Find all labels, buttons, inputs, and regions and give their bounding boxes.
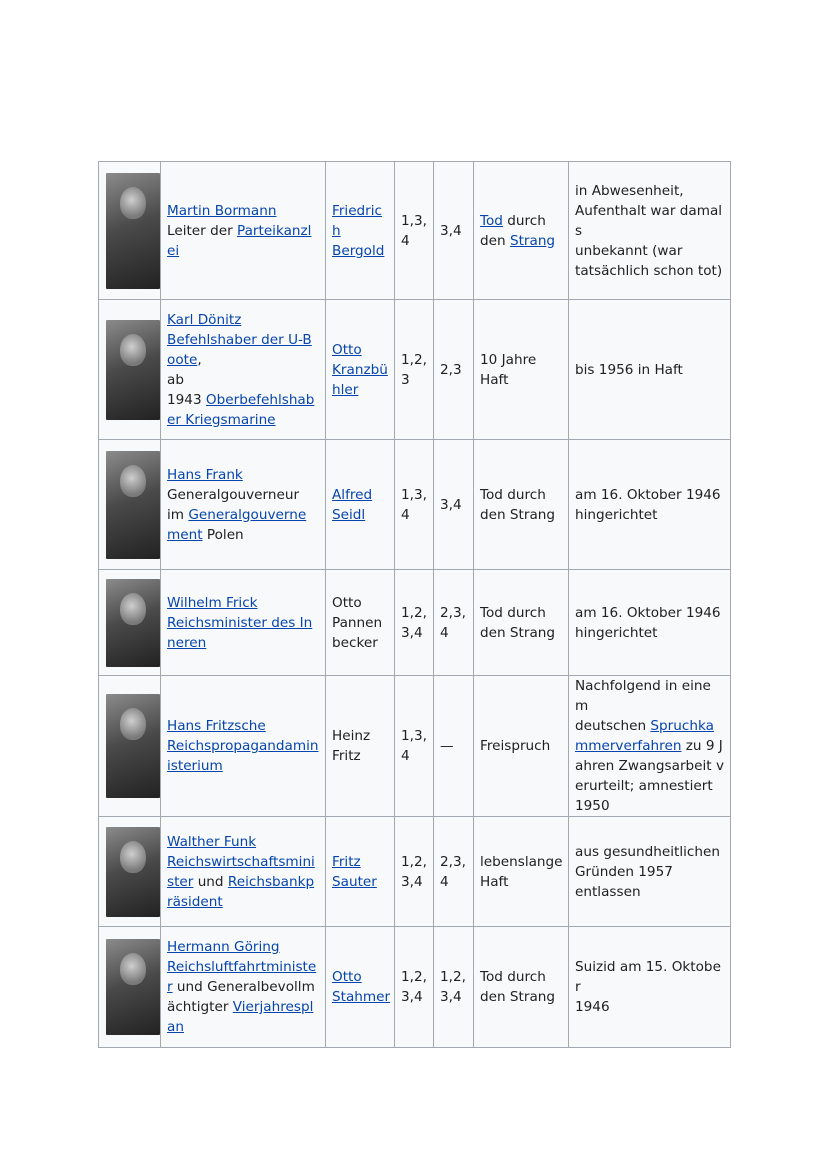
text-span: den Strang [480,506,556,523]
defendants-table [98,161,731,1048]
text-line: Pannen [332,614,383,631]
text-span: Tod durch [480,969,546,985]
text-span: Generalgouverneur [167,486,300,503]
text-line: unbekannt (war [575,242,683,259]
table-row [99,440,731,570]
defendant-name-link[interactable]: Walther Funk [167,833,257,850]
text-line: 2,3 [440,361,462,378]
text-line: 3,4 [401,873,423,890]
guilty-cell [434,927,474,1048]
text-link[interactable]: Sauter [332,873,377,890]
text-line: in Abwesenheit, [575,182,684,199]
text-link[interactable]: Stahmer [332,989,391,1005]
text-span: Haft [480,873,509,890]
text-line: am 16. Oktober 1946 [575,486,721,503]
text-link[interactable]: Seidl [332,506,366,523]
text-line: tatsächlich schon tot) [575,262,723,279]
defense-cell [326,300,395,440]
remark-cell [569,300,731,440]
text-link[interactable]: Reichswirtschaftsminister [167,853,315,890]
text-span: und Generalbevollmächtigter [167,979,315,1015]
text-line: 3,4 [401,624,423,641]
charges-cell [395,817,434,927]
defense-cell [326,440,395,570]
defense-cell [326,927,395,1048]
text-link[interactable]: Spruchkammerverfahren [575,718,714,754]
charges-cell [395,570,434,676]
text-span: Tod durch [480,604,546,621]
portrait-cell [99,570,161,676]
table-row [99,162,731,300]
text-line: 3 [401,371,410,388]
text-line: becker [332,634,378,651]
guilty-cell [434,817,474,927]
guilty-cell [434,676,474,817]
portrait-cell [99,676,161,817]
text-line: Gründen 1957 [575,863,673,880]
text-line: Otto [332,594,362,611]
text-link[interactable]: Oberbefehlshaber Kriegsmarine [167,391,315,428]
text-span: Polen [202,526,244,543]
remark-cell [569,927,731,1048]
text-span: zu 9 Jahren Zwangsarbeit verurteilt; amnestiert 1950 [575,738,725,814]
portrait-photo [106,173,160,289]
text-span: Freispruch [480,738,551,754]
text-line: 4 [401,232,410,249]
text-span: , [197,351,202,368]
text-line: 1,2, [401,604,427,621]
defendant-name-link[interactable]: Hans Fritzsche [167,718,266,734]
text-line: 3,4 [401,989,423,1005]
guilty-cell [434,570,474,676]
text-link[interactable]: Befehlshaber der U-Boote [167,331,312,368]
name-cell [161,162,326,300]
charges-cell [395,300,434,440]
text-line: bis 1956 in Haft [575,361,683,378]
text-line: 1,2, [440,969,466,985]
table-row [99,817,731,927]
sentence-cell [474,927,569,1048]
text-line: Aufenthalt war damals [575,202,723,239]
portrait-cell [99,300,161,440]
portrait-photo [106,320,160,420]
text-link[interactable]: Reichsluftfahrtminister [167,959,317,995]
text-line: 1,3, [401,728,427,744]
text-line: 1,2, [401,853,427,870]
text-link[interactable]: Tod [480,212,503,229]
sentence-cell [474,162,569,300]
text-line: 1,3, [401,212,427,229]
name-cell [161,676,326,817]
text-span: deutschen [575,718,651,734]
text-line: 2,3, [440,604,466,621]
guilty-cell [434,300,474,440]
portrait-photo [106,579,160,667]
remark-cell [569,570,731,676]
name-cell [161,440,326,570]
sentence-cell [474,300,569,440]
name-cell [161,570,326,676]
guilty-cell [434,162,474,300]
table-body [99,162,731,1048]
text-line: 3,4 [440,222,462,239]
sentence-cell [474,570,569,676]
name-cell [161,817,326,927]
text-span: den Strang [480,989,556,1005]
text-span: lebenslange [480,853,563,870]
remark-cell [569,162,731,300]
name-cell [161,300,326,440]
charges-cell [395,927,434,1048]
sentence-cell [474,440,569,570]
guilty-cell [434,440,474,570]
text-line: 1,2, [401,969,427,985]
defense-cell [326,817,395,927]
defendant-name-link[interactable]: Karl Dönitz [167,311,242,328]
text-link[interactable]: Friedric [332,202,383,219]
text-line: 4 [401,748,410,764]
sentence-cell [474,676,569,817]
text-line: 2,3, [440,853,466,870]
text-span: den Strang [480,624,556,641]
portrait-photo [106,827,160,917]
table-row [99,676,731,817]
text-line: 1,3, [401,486,427,503]
name-cell [161,927,326,1048]
text-line: Heinz [332,728,371,744]
text-link[interactable]: Bergold [332,242,385,259]
text-link[interactable]: Otto [332,969,362,985]
text-span: Haft [480,371,509,388]
text-line: aus gesundheitlichen [575,843,720,860]
text-line: — [440,738,454,754]
text-link[interactable]: Reichsminister des Inneren [167,614,313,651]
defendant-name-link[interactable]: Martin Bormann [167,202,277,219]
text-line: 4 [440,873,449,890]
text-span: Tod durch [480,486,546,503]
text-link[interactable]: Reichsbankpräsident [167,873,315,910]
text-span: und [193,873,228,890]
text-span: Nachfolgend in einem [575,678,711,714]
charges-cell [395,440,434,570]
text-link[interactable]: Parteikanzlei [167,222,312,259]
text-span: ab [167,371,184,388]
text-line: 3,4 [440,496,462,513]
text-line: Suizid am 15. Oktober [575,959,721,995]
text-line: 4 [440,624,449,641]
text-line: 1946 [575,999,610,1015]
text-span: 10 Jahre [480,351,537,368]
sentence-cell [474,817,569,927]
text-link[interactable]: Vierjahresplan [167,999,314,1035]
defense-cell [326,570,395,676]
text-link[interactable]: Alfred [332,486,373,503]
text-line: entlassen [575,883,641,900]
defense-cell [326,676,395,817]
text-line: 1,2, [401,351,427,368]
portrait-cell [99,162,161,300]
defendant-name-link[interactable]: Hans Frank [167,466,243,483]
table-row [99,570,731,676]
remark-cell [569,676,731,817]
table-row [99,927,731,1048]
text-span: Leiter der [167,222,237,239]
charges-cell [395,676,434,817]
text-link[interactable]: Kranzbü [332,361,388,378]
text-line: hingerichtet [575,624,658,641]
text-line: hingerichtet [575,506,658,523]
portrait-photo [106,694,160,798]
text-link[interactable]: Fritz [332,853,361,870]
text-link[interactable]: Strang [509,232,556,249]
text-link[interactable]: hler [332,381,359,398]
text-span: den [480,232,510,249]
defendant-name-link[interactable]: Hermann Göring [167,939,280,955]
text-span: im [167,506,189,523]
portrait-cell [99,927,161,1048]
charges-cell [395,162,434,300]
remark-cell [569,440,731,570]
text-link[interactable]: h [332,222,341,239]
table-row [99,300,731,440]
text-span: 1943 [167,391,206,408]
defendant-name-link[interactable]: Wilhelm Frick [167,594,258,611]
portrait-cell [99,817,161,927]
text-link[interactable]: Reichspropagandaministerium [167,738,319,774]
defense-cell [326,162,395,300]
text-line: 3,4 [440,989,462,1005]
portrait-photo [106,451,160,559]
text-link[interactable]: Generalgouvernement [167,506,307,543]
remark-cell [569,817,731,927]
text-link[interactable]: Otto [332,341,362,358]
text-span: durch [502,212,546,229]
portrait-photo [106,939,160,1035]
text-line: am 16. Oktober 1946 [575,604,721,621]
portrait-cell [99,440,161,570]
text-line: 4 [401,506,410,523]
text-line: Fritz [332,748,361,764]
